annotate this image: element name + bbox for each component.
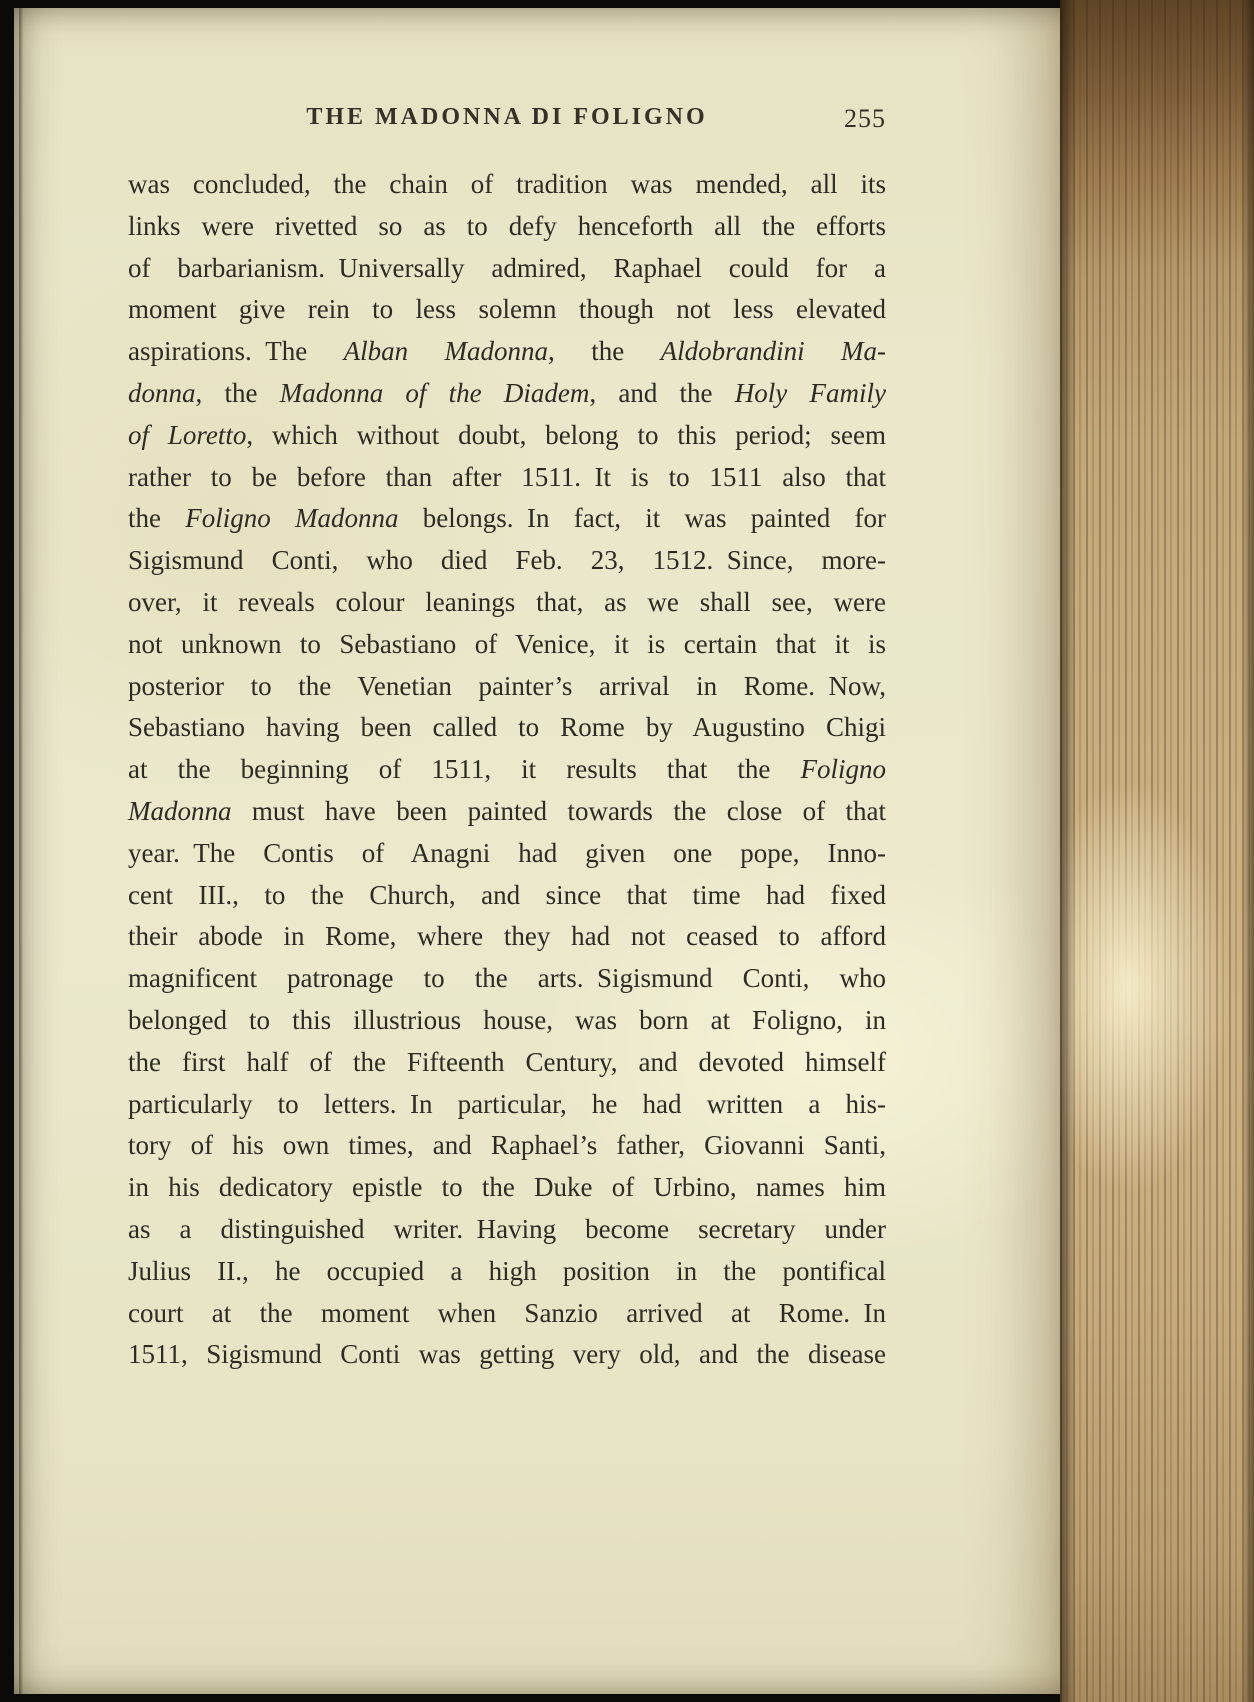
text-line [128,498,886,540]
italic-work-title: Holy Family [734,377,886,408]
text-line [128,624,886,666]
text-line [128,1125,886,1167]
text-segment: posterior to the Venetian painter’s arrival in Rome. Now, [128,670,886,701]
text-segment: particularly to letters. In particular, he had written a his- [128,1088,886,1119]
italic-work-title: Alban Madonna [343,336,549,367]
text-line [128,749,886,791]
running-title: THE MADONNA DI FOLIGNO [306,104,708,130]
text-segment: must have been painted towards the close of that [231,795,886,826]
text-segment: magnificent patronage to the arts. Sigismund Conti, who [128,963,886,994]
text-segment: belongs. In fact, it was painted for [398,503,886,534]
text-line [128,1293,886,1335]
text-line [128,415,886,457]
text-segment: as a distinguished writer. Having become secretary under [128,1213,886,1244]
italic-work-title: Foligno Madonna [185,503,399,534]
text-line [128,875,886,917]
text-segment: at the beginning of 1511, it results that the [128,754,801,785]
text-line [128,289,886,331]
body-text [128,164,886,1376]
text-line [128,707,886,749]
text-line [128,373,886,415]
text-segment: belonged to this illustrious house, was born at Foligno, in [128,1004,886,1035]
text-line [128,248,886,290]
text-segment: , the [195,377,280,408]
text-segment: , the [548,336,661,367]
italic-work-title: of Loretto [128,419,247,450]
text-segment: of barbarianism. Universally admired, Raphael could for a [128,252,886,283]
italic-work-title: Foligno [800,754,886,785]
text-line [128,1042,886,1084]
italic-work-title: Madonna [128,795,232,826]
text-segment: links were rivetted so as to defy henceforth all the efforts [128,210,886,241]
text-segment: was concluded, the chain of tradition was mended, all its [128,169,886,199]
text-segment: , and the [589,377,735,408]
text-segment: 1511, Sigismund Conti was getting very old, and the disease [128,1339,886,1370]
text-segment: court at the moment when Sanzio arrived at Rome. In [128,1297,886,1328]
text-line [128,540,886,582]
book-page-edges [1060,0,1254,1702]
text-line [128,1209,886,1251]
text-segment: the [128,503,186,534]
text-line [128,666,886,708]
text-line [128,791,886,833]
text-segment: cent III., to the Church, and since that time had fixed [128,879,886,910]
text-line [128,582,886,624]
text-line [128,457,886,499]
text-segment: the first half of the Fifteenth Century, and devoted himself [128,1046,886,1077]
text-segment: Sebastiano having been called to Rome by Augustino Chigi [128,712,886,743]
text-segment: over, it reveals colour leanings that, as we shall see, were [128,586,886,617]
page-header [128,104,886,138]
text-segment: not unknown to Sebastiano of Venice, it is certain that it is [128,628,886,659]
book-page [14,8,1060,1694]
text-line [128,958,886,1000]
text-segment: their abode in Rome, where they had not ceased to afford [128,921,886,952]
italic-work-title: Aldobrandini Ma- [660,336,886,367]
text-line [128,916,886,958]
text-line [128,1334,886,1376]
text-line [128,833,886,875]
text-segment: in his dedicatory epistle to the Duke of Urbino, names him [128,1172,886,1203]
text-segment: Julius II., he occupied a high position in the pontifical [128,1255,886,1286]
text-segment: , which without doubt, belong to this period; seem [246,419,886,450]
page-number: 255 [844,104,886,133]
text-line [128,1000,886,1042]
text-line [128,1251,886,1293]
text-line [128,206,886,248]
text-segment: aspirations. The [128,336,344,367]
text-segment: moment give rein to less solemn though not less elevated [128,294,886,325]
text-column [128,104,886,1376]
text-line [128,164,886,206]
text-line [128,1084,886,1126]
text-segment: Sigismund Conti, who died Feb. 23, 1512. Since, more- [128,545,886,576]
italic-work-title: donna [128,377,196,408]
text-segment: rather to be before than after 1511. It is to 1511 also that [128,461,886,492]
text-line [128,1167,886,1209]
text-segment: tory of his own times, and Raphael’s father, Giovanni Santi, [128,1130,886,1161]
text-segment: year. The Contis of Anagni had given one pope, Inno- [128,837,886,868]
text-line [128,331,886,373]
italic-work-title: Madonna of the Diadem [279,377,590,408]
